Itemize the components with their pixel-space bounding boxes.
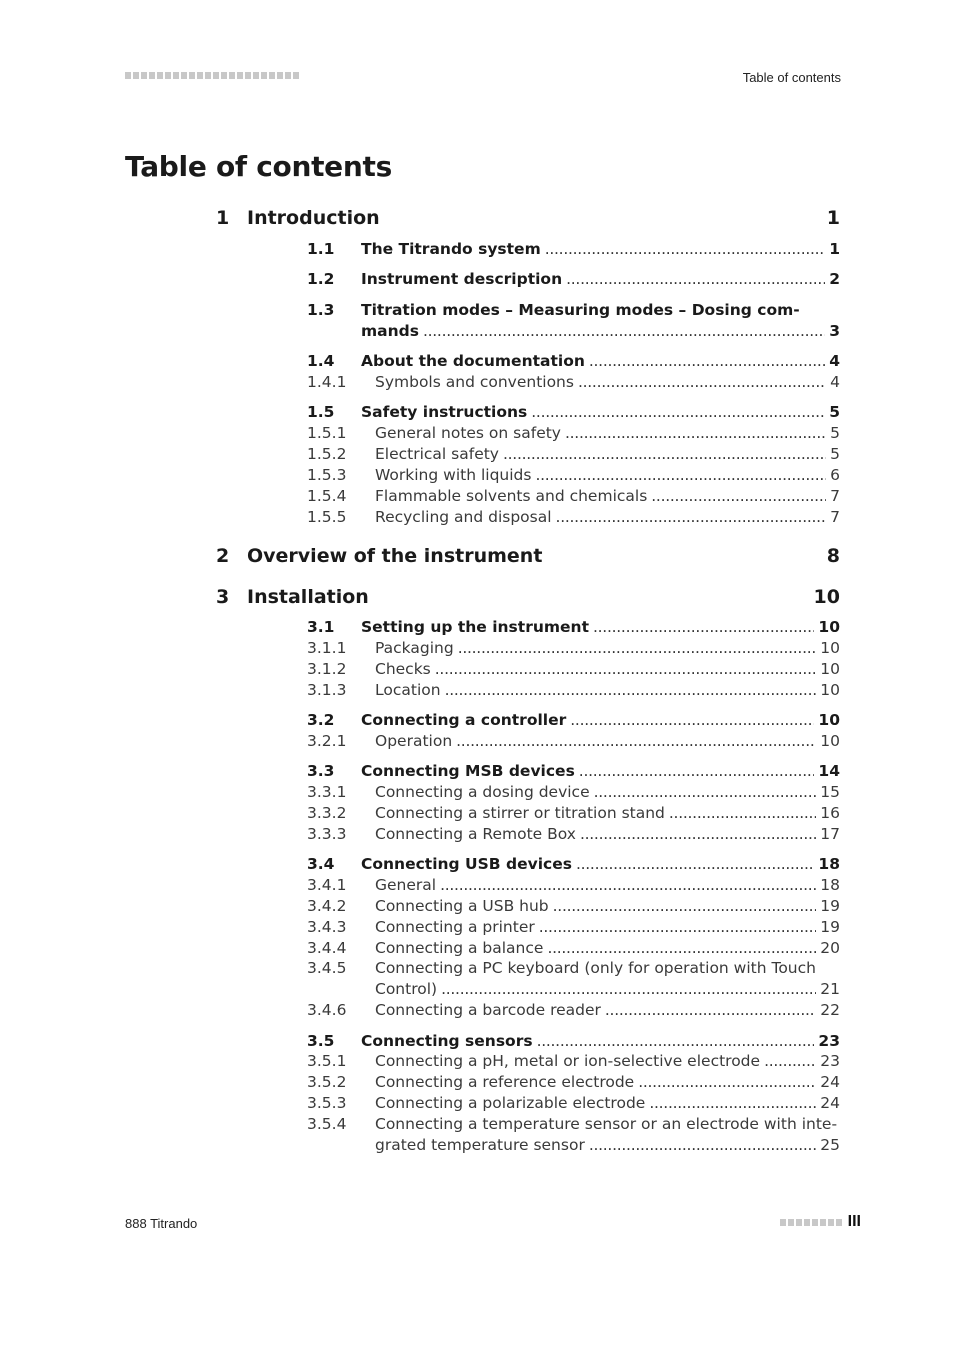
entry-number: 1.5.3 [307, 466, 347, 484]
dot-leader [441, 979, 816, 1000]
chapter-title: Installation [247, 586, 369, 608]
chapter-page: 8 [826, 545, 840, 567]
entry-title: Connecting USB devices [361, 855, 572, 873]
dot-leader [535, 465, 826, 486]
entry-page: 19 [820, 897, 840, 915]
entry-title: Recycling and disposal [375, 508, 552, 526]
dot-leader [605, 1000, 816, 1021]
page-number: III [847, 1213, 861, 1230]
entry-number: 1.1 [307, 240, 335, 258]
dot-leader [566, 269, 825, 290]
entry-number: 3.5.1 [307, 1052, 347, 1070]
dot-leader [578, 372, 826, 393]
running-head: Table of contents [742, 70, 841, 85]
entry-title: Safety instructions [361, 403, 528, 421]
entry-number: 3.2 [307, 711, 335, 729]
dot-leader [545, 239, 825, 260]
entry-page: 1 [829, 240, 840, 258]
entry-title: Connecting MSB devices [361, 762, 575, 780]
entry-page: 2 [829, 270, 840, 288]
dot-leader [593, 617, 814, 638]
entry-page: 4 [829, 352, 840, 370]
dot-leader [440, 875, 816, 896]
dot-leader [458, 638, 817, 659]
entry-page: 5 [830, 424, 840, 442]
entry-page: 23 [820, 1052, 840, 1070]
dot-leader [456, 731, 816, 752]
entry-title: Instrument description [361, 270, 563, 288]
decorative-square-bar [780, 1219, 842, 1226]
entry-title: Setting up the instrument [361, 618, 589, 636]
dot-leader [547, 938, 816, 959]
entry-title: General notes on safety [375, 424, 561, 442]
entry-page: 7 [830, 487, 840, 505]
entry-title: Connecting a USB hub [375, 897, 549, 915]
entry-title: Location [375, 681, 441, 699]
dot-leader [553, 896, 817, 917]
entry-number: 3.4.1 [307, 876, 347, 894]
entry-number: 3.1.2 [307, 660, 347, 678]
entry-number: 3.1.3 [307, 681, 347, 699]
chapter-number: 2 [216, 545, 230, 567]
dot-leader [589, 351, 825, 372]
entry-number: 1.4 [307, 352, 335, 370]
entry-title: Connecting a controller [361, 711, 567, 729]
entry-number: 3.5.3 [307, 1094, 347, 1112]
entry-page: 10 [818, 711, 840, 729]
entry-page: 20 [820, 939, 840, 957]
footer-product-name: 888 Titrando [125, 1216, 198, 1231]
footer-page-marker [780, 1213, 861, 1231]
entry-number: 3.1 [307, 618, 335, 636]
decorative-square-bar [125, 72, 299, 79]
entry-title: General [375, 876, 437, 894]
entry-number: 3.5 [307, 1032, 335, 1050]
entry-number: 1.5.5 [307, 508, 347, 526]
entry-title-line2: mands [361, 322, 419, 340]
entry-title: The Titrando system [361, 240, 541, 258]
entry-title: Packaging [375, 639, 454, 657]
entry-title: Operation [375, 732, 453, 750]
page-header [125, 70, 841, 86]
entry-number: 3.4.4 [307, 939, 347, 957]
entry-page: 6 [830, 466, 840, 484]
entry-title: Electrical safety [375, 445, 499, 463]
dot-leader [537, 1031, 815, 1052]
entry-number: 3.3.2 [307, 804, 347, 822]
entry-page: 18 [818, 855, 840, 873]
entry-title: Flammable solvents and chemicals [375, 487, 648, 505]
dot-leader [589, 1135, 816, 1156]
dot-leader [570, 710, 814, 731]
chapter-page: 1 [826, 207, 840, 229]
chapter-page: 10 [813, 586, 840, 608]
entry-page: 25 [820, 1136, 840, 1154]
entry-title: Connecting sensors [361, 1032, 533, 1050]
entry-title-line2: grated temperature sensor [375, 1136, 585, 1154]
entry-number: 3.4.6 [307, 1001, 347, 1019]
entry-title: Connecting a Remote Box [375, 825, 576, 843]
entry-title-line1: Connecting a PC keyboard (only for operation with Touch [375, 959, 816, 977]
dot-leader [556, 507, 827, 528]
dot-leader [649, 1093, 816, 1114]
entry-page: 23 [818, 1032, 840, 1050]
chapter-number: 3 [216, 586, 230, 608]
entry-number: 3.4.3 [307, 918, 347, 936]
entry-page: 17 [820, 825, 840, 843]
entry-number: 3.1.1 [307, 639, 347, 657]
entry-page: 5 [829, 403, 840, 421]
entry-number: 1.5 [307, 403, 335, 421]
dot-leader [531, 402, 825, 423]
toc-chapter-2[interactable] [216, 545, 840, 571]
dot-leader [594, 782, 817, 803]
entry-page: 7 [830, 508, 840, 526]
dot-leader [565, 423, 826, 444]
entry-page: 24 [820, 1073, 840, 1091]
entry-title-line1: Connecting a temperature sensor or an electrode with inte- [375, 1115, 838, 1133]
entry-number: 1.5.2 [307, 445, 347, 463]
dot-leader [576, 854, 814, 875]
entry-title-line1: Titration modes – Measuring modes – Dosing com- [361, 301, 800, 319]
dot-leader [539, 917, 817, 938]
entry-page: 24 [820, 1094, 840, 1112]
entry-number: 1.2 [307, 270, 335, 288]
entry-title: Connecting a stirrer or titration stand [375, 804, 665, 822]
entry-page: 18 [820, 876, 840, 894]
entry-page: 19 [820, 918, 840, 936]
entry-title: Connecting a printer [375, 918, 535, 936]
dot-leader [580, 824, 816, 845]
chapter-number: 1 [216, 207, 230, 229]
entry-number: 3.3.1 [307, 783, 347, 801]
entry-page: 10 [820, 681, 840, 699]
entry-page: 5 [830, 445, 840, 463]
chapter-title: Introduction [247, 207, 380, 229]
entry-number: 1.4.1 [307, 373, 347, 391]
entry-title: Connecting a polarizable electrode [375, 1094, 646, 1112]
entry-number: 3.3.3 [307, 825, 347, 843]
dot-leader [579, 761, 815, 782]
entry-page: 21 [820, 980, 840, 998]
entry-number: 3.5.2 [307, 1073, 347, 1091]
dot-leader [423, 321, 825, 342]
entry-title: Connecting a balance [375, 939, 544, 957]
entry-number: 3.2.1 [307, 732, 347, 750]
entry-number: 1.3 [307, 301, 335, 319]
entry-number: 3.5.4 [307, 1115, 347, 1133]
entry-page: 22 [820, 1001, 840, 1019]
page-title: Table of contents [125, 150, 392, 183]
entry-page: 10 [820, 732, 840, 750]
entry-number: 1.5.1 [307, 424, 347, 442]
entry-page: 3 [829, 322, 840, 340]
entry-title: Working with liquids [375, 466, 532, 484]
entry-title: About the documentation [361, 352, 585, 370]
entry-title: Connecting a barcode reader [375, 1001, 601, 1019]
dot-leader [445, 680, 817, 701]
toc-chapter-3[interactable] [216, 586, 840, 612]
entry-page: 4 [830, 373, 840, 391]
dot-leader [764, 1051, 816, 1072]
entry-number: 3.4.2 [307, 897, 347, 915]
chapter-title: Overview of the instrument [247, 545, 543, 567]
entry-title-line2: Control) [375, 980, 438, 998]
entry-title: Symbols and conventions [375, 373, 574, 391]
dot-leader [638, 1072, 816, 1093]
entry-page: 10 [820, 639, 840, 657]
dot-leader [435, 659, 817, 680]
entry-page: 16 [820, 804, 840, 822]
dot-leader [503, 444, 826, 465]
entry-title: Connecting a reference electrode [375, 1073, 635, 1091]
entry-title: Connecting a pH, metal or ion-selective electrode [375, 1052, 761, 1070]
entry-title: Connecting a dosing device [375, 783, 590, 801]
dot-leader [669, 803, 816, 824]
entry-page: 14 [818, 762, 840, 780]
entry-page: 10 [818, 618, 840, 636]
entry-page: 10 [820, 660, 840, 678]
entry-number: 1.5.4 [307, 487, 347, 505]
dot-leader [651, 486, 826, 507]
entry-title: Checks [375, 660, 431, 678]
entry-number: 3.4 [307, 855, 335, 873]
toc-chapter-1[interactable] [216, 207, 840, 233]
entry-number: 3.4.5 [307, 959, 347, 977]
entry-number: 3.3 [307, 762, 335, 780]
entry-page: 15 [820, 783, 840, 801]
